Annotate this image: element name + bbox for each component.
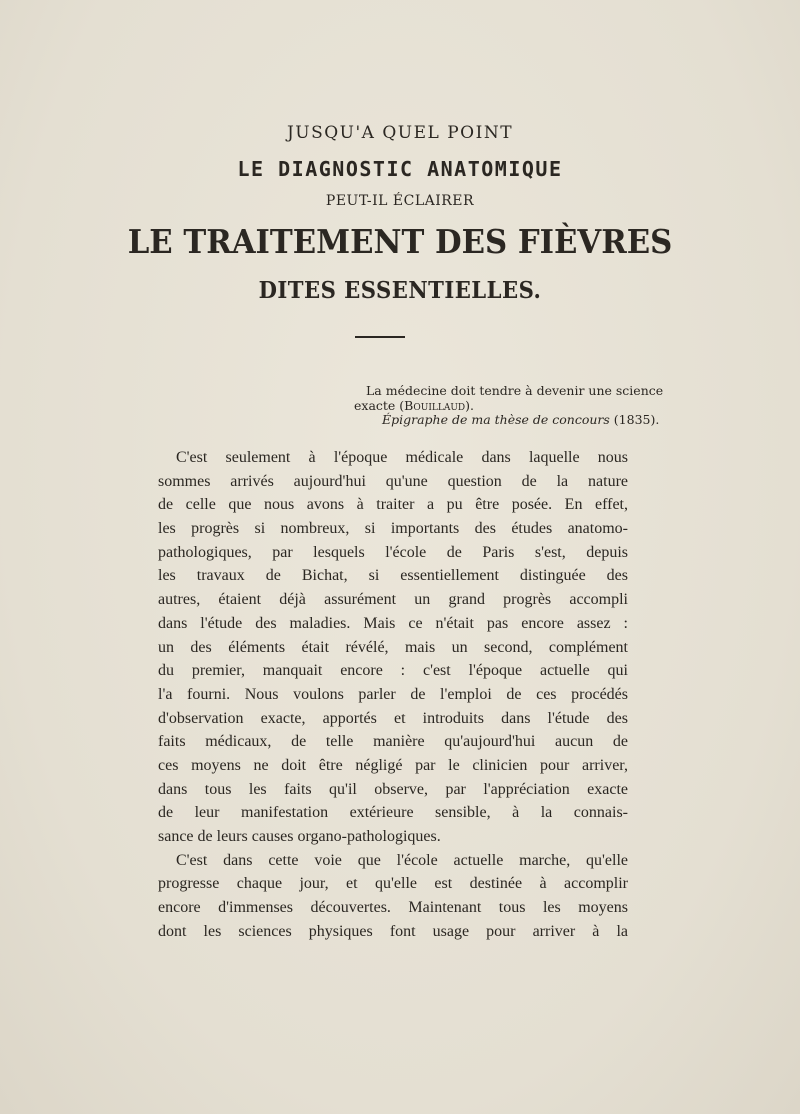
body-line: du premier, manquait encore : c'est l'époque actuelle qui <box>158 662 628 680</box>
title-line-3: PEUT-IL ÉCLAIRER <box>325 193 475 209</box>
title-line-5: DITES ESSENTIELLES. <box>258 277 542 304</box>
title-line-4: LE TRAITEMENT DES FIÈVRES <box>127 222 673 261</box>
epigraph-line-2 <box>354 398 714 413</box>
body-line: faits médicaux, de telle manière qu'aujourd'hui aucun de <box>158 733 628 751</box>
epigraph-line-3 <box>382 412 742 427</box>
epigraph-post: ). <box>465 398 474 413</box>
epigraph-author: Bouillaud <box>404 398 466 413</box>
body-line: de leur manifestation extérieure sensible, à la connais- <box>158 804 628 822</box>
body-line: de celle que nous avons à traiter a pu être posée. En effet, <box>158 496 628 514</box>
body-text <box>158 446 628 943</box>
body-line: dont les sciences physiques font usage pour arriver à la <box>158 922 628 940</box>
body-line: encore d'immenses découvertes. Maintenant tous les moyens <box>158 899 628 917</box>
body-line: les progrès si nombreux, si importants des études anatomo- <box>158 520 628 538</box>
title-line-1: JUSQU'A QUEL POINT <box>286 123 514 143</box>
title-divider <box>355 336 405 338</box>
body-line: autres, étaient déjà assurément un grand progrès accompli <box>158 591 628 609</box>
body-line: ces moyens ne doit être négligé par le clinicien pour arriver, <box>158 756 628 774</box>
epigraph-pre: exacte ( <box>354 398 405 413</box>
body-line: d'observation exacte, apportés et introduits dans l'étude des <box>158 709 628 727</box>
epigraph-source: Épigraphe de ma thèse de concours <box>382 412 610 427</box>
body-line: un des éléments était révélé, mais un second, complément <box>158 638 628 656</box>
body-line: dans l'étude des maladies. Mais ce n'était pas encore assez : <box>158 614 628 632</box>
body-line: C'est seulement à l'époque médicale dans laquelle nous <box>176 449 628 466</box>
epigraph-year: (1835). <box>609 412 660 427</box>
body-line: sance de leurs causes organo-pathologiques. <box>158 828 441 845</box>
body-line: C'est dans cette voie que l'école actuelle marche, qu'elle <box>176 851 628 869</box>
title-line-2: LE DIAGNOSTIC ANATOMIQUE <box>237 157 563 181</box>
body-line: progresse chaque jour, et qu'elle est destinée à accomplir <box>158 875 628 893</box>
body-line: les travaux de Bichat, si essentiellement distinguée des <box>158 567 628 585</box>
body-line: l'a fourni. Nous voulons parler de l'emploi de ces procédés <box>158 685 628 703</box>
epigraph-line-1: La médecine doit tendre à devenir une science <box>366 383 664 398</box>
body-line: pathologiques, par lesquels l'école de Paris s'est, depuis <box>158 543 628 561</box>
body-line: sommes arrivés aujourd'hui qu'une question de la nature <box>158 472 628 490</box>
body-line: dans tous les faits qu'il observe, par l'appréciation exacte <box>158 780 628 798</box>
